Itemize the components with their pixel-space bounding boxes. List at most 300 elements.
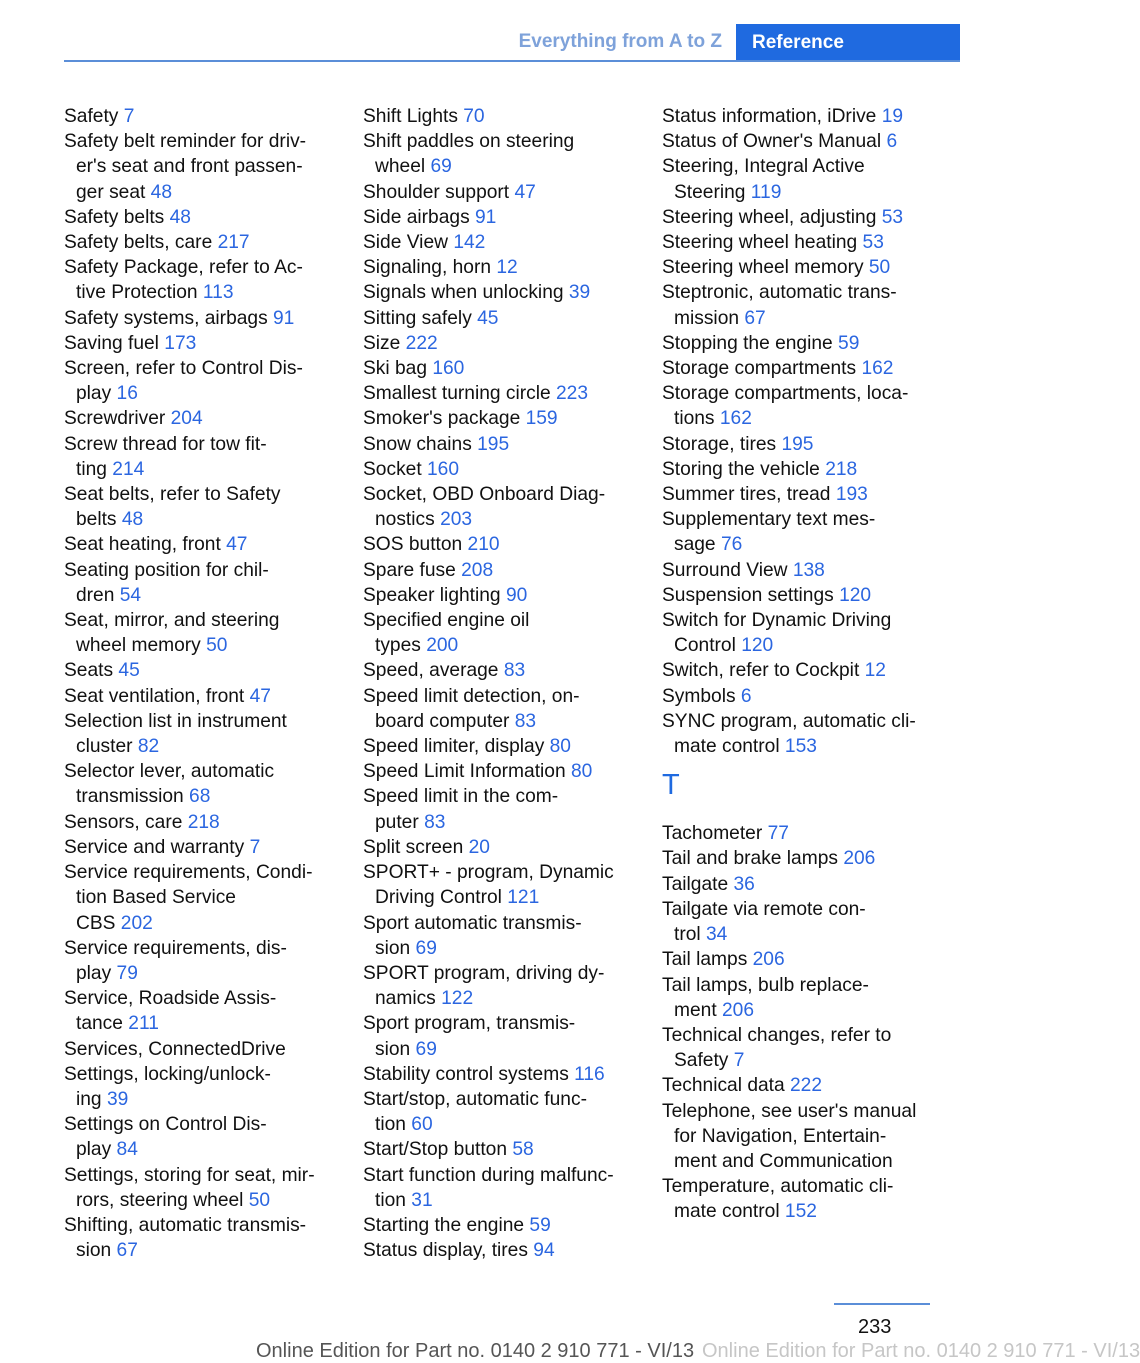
entry-text: types [375, 635, 427, 657]
entry-text: Signals when unlocking [363, 282, 569, 304]
index-entry [363, 759, 631, 784]
entry-text: Sitting safely [363, 307, 478, 329]
page-link[interactable]: 83 [503, 660, 526, 682]
entry-text: Shifting, automatic transmis- [64, 1214, 307, 1236]
index-entry [662, 897, 930, 947]
page-link[interactable]: 193 [835, 484, 868, 506]
index-entry [662, 381, 930, 431]
entry-text: Storing the vehicle [662, 458, 826, 480]
entry-text: dren [76, 584, 120, 606]
page-link[interactable]: 116 [574, 1063, 605, 1085]
entry-text: Service requirements, dis- [64, 937, 287, 959]
page-link[interactable]: 70 [463, 106, 485, 127]
entry-text: Speed limiter, display [363, 736, 550, 758]
index-entry [363, 1163, 631, 1213]
index-entry [363, 1087, 631, 1137]
page-link[interactable]: 211 [128, 1013, 159, 1035]
page-link[interactable]: 210 [467, 534, 500, 556]
entry-text: Sport program, transmis- [363, 1013, 576, 1035]
index-entry [662, 1023, 930, 1073]
entry-text: Socket [363, 458, 427, 480]
page-link[interactable]: 69 [430, 156, 452, 178]
page-link[interactable]: 214 [112, 458, 145, 480]
entry-text: Smoker's package [363, 408, 526, 430]
index-entry [662, 331, 930, 356]
entry-text: Selection list in instrument [64, 710, 287, 732]
index-entry [363, 532, 631, 557]
page-link[interactable]: 113 [202, 282, 234, 304]
page-link[interactable]: 153 [784, 736, 817, 758]
entry-text: cluster [76, 736, 138, 758]
page-link[interactable]: 160 [432, 358, 465, 380]
entry-text: ing [76, 1088, 107, 1110]
index-entry [363, 911, 631, 961]
page-link[interactable]: 77 [767, 823, 789, 845]
entry-text: Speaker lighting [363, 584, 506, 606]
index-entry [363, 860, 631, 910]
section-title: Everything from A to Z [518, 31, 722, 52]
page-link[interactable]: 218 [825, 458, 858, 480]
entry-text: Seats [64, 660, 119, 682]
page-link[interactable]: 204 [170, 408, 203, 430]
page-link[interactable]: 31 [411, 1189, 433, 1211]
page-link[interactable]: 12 [496, 257, 518, 279]
page-link[interactable]: 12 [864, 660, 886, 682]
index-entry [64, 1163, 332, 1213]
index-entry [64, 684, 332, 709]
page-link[interactable]: 7 [733, 1050, 745, 1072]
reference-tab: Reference [736, 24, 960, 62]
page-link[interactable]: 39 [106, 1088, 129, 1110]
page-link[interactable]: 223 [556, 383, 589, 405]
index-entry [662, 1073, 930, 1098]
entry-text: for Navigation, Entertain- [674, 1125, 887, 1147]
entry-text: Seat heating, front [64, 534, 227, 556]
page-number: 233 [858, 1316, 892, 1338]
entry-text: belts [76, 509, 122, 531]
index-entry [64, 205, 332, 230]
index-entry [64, 558, 332, 608]
index-entry [363, 1238, 631, 1263]
index-entry [363, 381, 631, 406]
page-link[interactable]: 47 [226, 534, 248, 556]
entry-text: Safety [674, 1050, 734, 1072]
page-link[interactable]: 80 [570, 761, 593, 783]
page-link[interactable]: 6 [740, 685, 752, 707]
entry-text: sion [76, 1240, 117, 1262]
entry-text: SPORT program, driving dy- [363, 962, 605, 984]
index-entry [64, 658, 332, 683]
entry-text: Shift paddles on steering [363, 131, 575, 153]
entry-text: Tail lamps, bulb replace- [662, 974, 869, 996]
index-entry [363, 406, 631, 431]
entry-text: Start/stop, automatic func- [363, 1088, 587, 1110]
page-link[interactable]: 91 [273, 307, 295, 329]
index-entry [64, 406, 332, 431]
index-entry [64, 1213, 332, 1263]
page-link[interactable]: 120 [741, 635, 774, 657]
entry-text: Stopping the engine [662, 332, 839, 354]
entry-text: play [76, 383, 117, 405]
entry-text: transmission [76, 786, 190, 808]
page-link[interactable]: 79 [116, 962, 138, 984]
page-link[interactable]: 59 [529, 1214, 551, 1236]
page-link[interactable]: 195 [477, 433, 510, 455]
index-entry [363, 1062, 631, 1087]
page-link[interactable]: 162 [861, 358, 894, 380]
entry-text: Speed, average [363, 660, 504, 682]
entry-text: play [76, 1139, 117, 1161]
page-link[interactable]: 152 [784, 1201, 817, 1223]
page-link[interactable]: 20 [468, 836, 490, 858]
page-link[interactable]: 203 [440, 509, 473, 531]
page-link[interactable]: 58 [512, 1139, 534, 1161]
index-entry [64, 432, 332, 482]
page-link[interactable]: 80 [549, 736, 571, 758]
index-entry [662, 356, 930, 381]
index-entry [662, 872, 930, 897]
page-link[interactable]: 206 [843, 848, 876, 870]
page-link[interactable]: 173 [164, 332, 197, 354]
entry-text: tion [375, 1114, 412, 1136]
index-entry [363, 129, 631, 179]
page-link[interactable]: 160 [427, 458, 460, 480]
page-link[interactable]: 34 [706, 924, 728, 946]
page-link[interactable]: 94 [533, 1240, 555, 1262]
entry-text: Services, ConnectedDrive [64, 1038, 286, 1060]
entry-text: Screen, refer to Control Dis- [64, 358, 303, 380]
entry-text: Safety belts, care [64, 232, 218, 254]
page-link[interactable]: 68 [189, 786, 211, 808]
page-link[interactable]: 222 [790, 1075, 823, 1097]
index-entry [662, 482, 930, 507]
index-entry [363, 583, 631, 608]
page-link[interactable]: 217 [217, 232, 250, 254]
entry-text: Seat belts, refer to Safety [64, 484, 281, 506]
index-entry [363, 331, 631, 356]
index-entry [64, 860, 332, 936]
index-entry [662, 104, 930, 129]
index-entry [662, 1099, 930, 1175]
index-entry [64, 936, 332, 986]
page-link[interactable]: 47 [514, 181, 536, 203]
index-entry [64, 835, 332, 860]
entry-text: ment [674, 999, 722, 1021]
page-link[interactable]: 138 [792, 559, 825, 581]
page-link[interactable]: 69 [415, 937, 437, 959]
index-entry [64, 532, 332, 557]
entry-text: ment and Communication [674, 1150, 893, 1172]
page-link[interactable]: 50 [868, 257, 891, 279]
index-entry [64, 1112, 332, 1162]
index-entry [662, 608, 930, 658]
page-link[interactable]: 67 [744, 307, 766, 329]
entry-text: Signaling, horn [363, 257, 497, 279]
index-entry [64, 255, 332, 305]
entry-text: Technical changes, refer to [662, 1024, 892, 1046]
entry-text: Tail lamps [662, 949, 753, 971]
entry-text: er's seat and front passen- [76, 156, 303, 178]
index-entry [662, 280, 930, 330]
page-link[interactable]: 7 [123, 106, 135, 127]
entry-text: Telephone, see user's manual [662, 1100, 917, 1122]
entry-text: Spare fuse [363, 559, 462, 581]
entry-text: Safety systems, airbags [64, 307, 274, 329]
entry-text: Status of Owner's Manual [662, 131, 887, 153]
entry-text: Storage compartments, loca- [662, 383, 909, 405]
entry-text: sion [375, 1038, 416, 1060]
entry-text: Starting the engine [363, 1214, 530, 1236]
index-entry [662, 973, 930, 1023]
page-link[interactable]: 84 [116, 1139, 138, 1161]
entry-text: board computer [375, 710, 515, 732]
page-link[interactable]: 218 [187, 811, 220, 833]
entry-text: Steering wheel memory [662, 257, 869, 279]
entry-text: Service requirements, Condi- [64, 862, 313, 884]
entry-text: Status information, iDrive [662, 106, 882, 127]
index-entry [662, 230, 930, 255]
index-entry [662, 558, 930, 583]
entry-text: Symbols [662, 685, 741, 707]
index-entry [64, 230, 332, 255]
page-link[interactable]: 6 [886, 131, 898, 153]
index-entry [363, 558, 631, 583]
index-entry [64, 129, 332, 205]
entry-text: Tachometer [662, 823, 768, 845]
index-entry [662, 255, 930, 280]
index-entry [64, 1037, 332, 1062]
index-entry [662, 947, 930, 972]
entry-text: Specified engine oil [363, 610, 530, 632]
page-link[interactable]: 47 [249, 685, 271, 707]
entry-text: Control [674, 635, 742, 657]
page-link[interactable]: 45 [118, 660, 140, 682]
entry-text: Shift Lights [363, 106, 464, 127]
entry-text: Ski bag [363, 358, 433, 380]
page-link[interactable]: 36 [733, 873, 755, 895]
entry-text: wheel [375, 156, 431, 178]
entry-text: Surround View [662, 559, 793, 581]
entry-text: Storage, tires [662, 433, 782, 455]
entry-text: Seat, mirror, and steering [64, 610, 280, 632]
entry-text: Shoulder support [363, 181, 515, 203]
page-link[interactable]: 53 [881, 206, 904, 228]
index-entry [662, 846, 930, 871]
entry-text: Speed limit detection, on- [363, 685, 580, 707]
page-link[interactable]: 119 [750, 181, 782, 203]
index-entry [363, 1137, 631, 1162]
index-entry [363, 1213, 631, 1238]
entry-text: SOS button [363, 534, 468, 556]
page-link[interactable]: 50 [206, 635, 228, 657]
entry-text: Steering wheel, adjusting [662, 206, 882, 228]
page-link[interactable]: 120 [839, 584, 872, 606]
page-link[interactable]: 39 [568, 282, 591, 304]
entry-text: ting [76, 458, 113, 480]
index-entry [64, 306, 332, 331]
entry-text: sion [375, 937, 416, 959]
index-entry [363, 280, 631, 305]
page-link[interactable]: 48 [121, 509, 144, 531]
entry-text: Tailgate [662, 873, 734, 895]
entry-text: sage [674, 534, 721, 556]
page-link[interactable]: 195 [781, 433, 814, 455]
index-entry [363, 255, 631, 280]
index-entry [363, 306, 631, 331]
entry-text: SPORT+ - program, Dynamic [363, 862, 614, 884]
entry-text: Summer tires, tread [662, 484, 836, 506]
page-link[interactable]: 16 [116, 383, 138, 405]
page-link[interactable]: 206 [752, 949, 785, 971]
entry-text: Settings on Control Dis- [64, 1114, 267, 1136]
page-link[interactable]: 122 [441, 988, 474, 1010]
page-link[interactable]: 60 [411, 1114, 433, 1136]
entry-text: mate control [674, 1201, 785, 1223]
entry-text: Steering, Integral Active [662, 156, 865, 178]
entry-text: Smallest turning circle [363, 383, 557, 405]
entry-text: Side airbags [363, 206, 475, 228]
page-link[interactable]: 202 [120, 912, 153, 934]
page-link[interactable]: 83 [424, 811, 446, 833]
entry-text: Seat ventilation, front [64, 685, 250, 707]
page-link[interactable]: 162 [719, 408, 752, 430]
page-link[interactable]: 159 [525, 408, 558, 430]
page-link[interactable]: 121 [507, 887, 540, 909]
entry-text: Start/Stop button [363, 1139, 513, 1161]
index-entry [363, 1011, 631, 1061]
entry-text: Safety Package, refer to Ac- [64, 257, 303, 279]
index-entry [662, 583, 930, 608]
index-entry [64, 709, 332, 759]
index-entry [662, 457, 930, 482]
index-column-2 [363, 104, 631, 1263]
index-entry [64, 810, 332, 835]
entry-text: Split screen [363, 836, 469, 858]
index-entry [363, 482, 631, 532]
entry-text: Speed Limit Information [363, 761, 571, 783]
entry-text: Safety belts [64, 206, 170, 228]
watermark: Online Edition for Part no. 0140 2 910 771 - VI/13 [702, 1340, 1140, 1362]
page-link[interactable]: 67 [116, 1240, 138, 1262]
entry-text: Technical data [662, 1075, 790, 1097]
letter-heading: T [662, 769, 680, 802]
entry-text: Tailgate via remote con- [662, 898, 866, 920]
page-link[interactable]: 206 [722, 999, 755, 1021]
entry-text: Steering wheel heating [662, 232, 863, 254]
index-entry [662, 709, 930, 759]
entry-text: Status display, tires [363, 1240, 534, 1262]
index-entry [363, 356, 631, 381]
index-entry [64, 482, 332, 532]
index-entry [363, 684, 631, 734]
entry-text: wheel memory [76, 635, 207, 657]
entry-text: Settings, locking/unlock- [64, 1063, 271, 1085]
entry-text: Speed limit in the com- [363, 786, 559, 808]
entry-text: Side View [363, 232, 454, 254]
entry-text: Tail and brake lamps [662, 848, 844, 870]
index-entry [662, 1174, 930, 1224]
index-entry [363, 230, 631, 255]
page-link[interactable]: 54 [119, 584, 142, 606]
entry-text: Safety belt reminder for driv- [64, 131, 307, 153]
page-link[interactable]: 45 [477, 307, 499, 329]
entry-text: Service, Roadside Assis- [64, 988, 277, 1010]
entry-text: Service and warranty [64, 836, 250, 858]
page-link[interactable]: 59 [838, 332, 860, 354]
entry-text: tions [674, 408, 720, 430]
index-entry [662, 821, 930, 846]
entry-text: tance [76, 1013, 129, 1035]
page-link[interactable]: 90 [505, 584, 528, 606]
entry-text: tive Protection [76, 282, 203, 304]
entry-text: CBS [76, 912, 121, 934]
page-link[interactable]: 200 [426, 635, 459, 657]
page-link[interactable]: 222 [405, 332, 438, 354]
index-entry [363, 608, 631, 658]
index-entry [363, 104, 631, 129]
index-entry [363, 961, 631, 1011]
entry-text: Steering [674, 181, 751, 203]
page-link[interactable]: 82 [137, 736, 160, 758]
entry-text: puter [375, 811, 425, 833]
entry-text: Saving fuel [64, 332, 165, 354]
entry-text: Seating position for chil- [64, 559, 269, 581]
page-link[interactable]: 48 [169, 206, 191, 228]
index-entry [363, 457, 631, 482]
entry-text: Selector lever, automatic [64, 761, 275, 783]
entry-text: Sport automatic transmis- [363, 912, 582, 934]
entry-text: Size [363, 332, 406, 354]
page-link[interactable]: 69 [415, 1038, 437, 1060]
index-entry [662, 684, 930, 709]
page-link[interactable]: 208 [461, 559, 494, 581]
page-link[interactable]: 48 [150, 181, 173, 203]
index-entry [662, 658, 930, 683]
entry-text: Start function during malfunc- [363, 1164, 614, 1186]
page-link[interactable]: 50 [248, 1189, 271, 1211]
page-link[interactable]: 83 [514, 710, 537, 732]
index-column-3 [662, 104, 930, 1225]
entry-text: tion [375, 1189, 412, 1211]
index-entry [662, 507, 930, 557]
page-link[interactable]: 7 [249, 836, 261, 858]
index-entry [64, 759, 332, 809]
index-entry [363, 658, 631, 683]
entry-text: Switch for Dynamic Driving [662, 610, 892, 632]
index-entry [64, 104, 332, 129]
entry-text: Safety [64, 106, 124, 127]
entry-text: Stability control systems [363, 1063, 575, 1085]
page-link[interactable]: 76 [720, 534, 743, 556]
entry-text: Driving Control [375, 887, 508, 909]
entry-text: Supplementary text mes- [662, 509, 876, 531]
index-entry [363, 205, 631, 230]
page-link[interactable]: 53 [862, 232, 884, 254]
page-link[interactable]: 142 [453, 232, 486, 254]
page-link[interactable]: 91 [475, 206, 497, 228]
entry-text: SYNC program, automatic cli- [662, 710, 916, 732]
entry-text: Storage compartments [662, 358, 862, 380]
index-entry [363, 784, 631, 834]
entry-text: Suspension settings [662, 584, 840, 606]
page-link[interactable]: 19 [881, 106, 904, 127]
index-column-1 [64, 104, 332, 1263]
entry-text: rors, steering wheel [76, 1189, 249, 1211]
index-entry [363, 432, 631, 457]
entry-text: Steptronic, automatic trans- [662, 282, 897, 304]
entry-text: mate control [674, 736, 785, 758]
entry-text: Snow chains [363, 433, 478, 455]
